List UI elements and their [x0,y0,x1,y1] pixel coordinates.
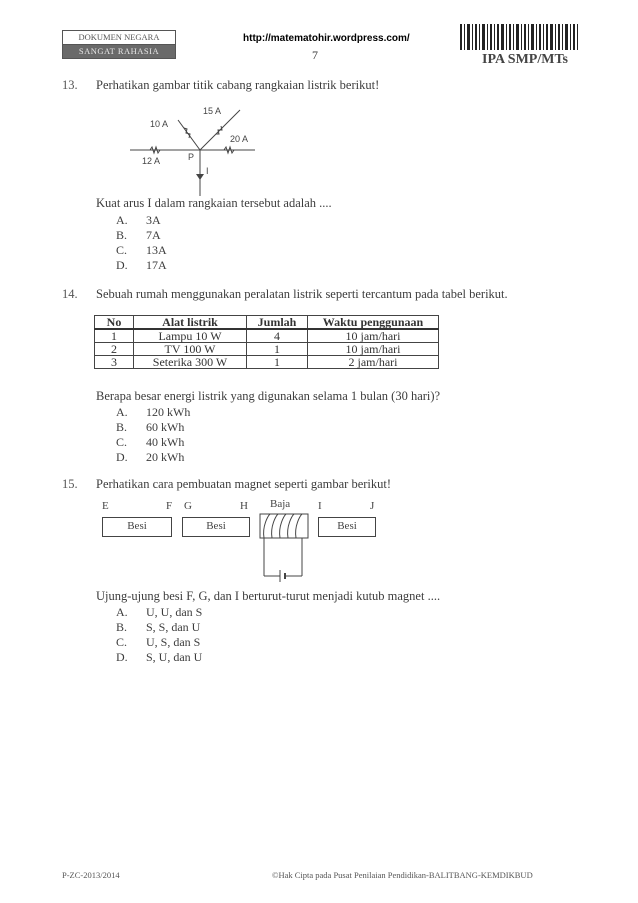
barcode-icon [460,24,578,50]
table-cell: Lampu 10 W [134,329,247,343]
q15-option-a[interactable]: A. U, U, dan S [116,605,203,619]
table-header-row [95,316,439,330]
appliance-table [94,315,439,369]
iron-bar-2: Besi [182,517,250,537]
table-row [95,343,439,356]
question-13-text: Perhatikan gambar titik cabang rangkaian listrik berikut! [96,78,380,92]
iron-bar-1: Besi [102,517,172,537]
source-url[interactable]: http://matematohir.wordpress.com/ [243,33,410,44]
table-header-no: No [95,316,134,330]
table-cell: 10 jam/hari [308,329,439,343]
table-cell: 1 [247,343,308,356]
label-10a: 10 A [150,119,169,129]
diagonal-wire-left [178,120,200,150]
table-cell: 3 [95,356,134,369]
footer-code: P-ZC-2013/2014 [62,870,120,880]
table-cell: 1 [95,329,134,343]
label-g: G [184,500,192,512]
label-e: E [102,500,109,512]
label-h: H [240,500,248,512]
q13-option-b[interactable]: B. 7A [116,228,161,242]
footer-copyright: ©Hak Cipta pada Pusat Penilaian Pendidikan-BALITBANG-KEMDIKBUD [272,870,533,880]
q14-option-c[interactable]: C. 40 kWh [116,435,185,449]
page-number: 7 [312,48,318,62]
label-i: I [318,500,322,512]
q14-option-d[interactable]: D. 20 kWh [116,450,185,464]
label-f: F [166,500,173,512]
secret-label: SANGAT RAHASIA [63,45,175,58]
table-row [95,329,439,343]
table-header-usage-time: Waktu penggunaan [308,316,439,330]
table-row [95,356,439,369]
q13-option-c[interactable]: C. 13A [116,243,167,257]
label-p: P [188,152,195,162]
q15-option-c[interactable]: C. U, S, dan S [116,635,201,649]
table-cell: TV 100 W [134,343,247,356]
question-15-number: 15. [62,477,78,491]
table-cell: 2 jam/hari [308,356,439,369]
table-header-quantity: Jumlah [247,316,308,330]
label-baja: Baja [270,498,291,510]
table-header-appliance: Alat listrik [134,316,247,330]
q15-option-d[interactable]: D. S, U, dan U [116,650,203,664]
q14-option-a[interactable]: A. 120 kWh [116,405,191,419]
document-classification-box [62,30,176,59]
q13-option-a[interactable]: A. 3A [116,213,161,227]
q13-option-d[interactable]: D. 17A [116,258,167,272]
table-cell: 1 [247,356,308,369]
question-13-prompt: Kuat arus I dalam rangkaian tersebut adalah .... [96,196,332,210]
table-cell: 2 [95,343,134,356]
table-cell: Seterika 300 W [134,356,247,369]
coil-windings [264,514,302,538]
arrow-down-icon [196,174,204,180]
steel-coil-battery-diagram [250,508,320,586]
question-13-number: 13. [62,78,78,92]
q14-option-b[interactable]: B. 60 kWh [116,420,185,434]
table-cell: 10 jam/hari [308,343,439,356]
label-12a: 12 A [142,156,161,166]
q15-option-b[interactable]: B. S, S, dan U [116,620,201,634]
question-15-text: Perhatikan cara pembuatan magnet seperti gambar berikut! [96,477,392,491]
label-i: I [206,166,209,176]
table-cell: 4 [247,329,308,343]
subject-title: IPA SMP/MTs [482,52,568,67]
question-14-text: Sebuah rumah menggunakan peralatan listrik seperti tercantum pada tabel berikut. [96,287,508,301]
label-15a: 15 A [203,106,222,116]
question-14-prompt: Berapa besar energi listrik yang digunakan selama 1 bulan (30 hari)? [96,389,441,403]
question-15-prompt: Ujung-ujung besi F, G, dan I berturut-turut menjadi kutub magnet .... [96,589,441,603]
doc-label: DOKUMEN NEGARA [63,31,175,45]
label-20a: 20 A [230,134,249,144]
iron-bar-3: Besi [318,517,376,537]
label-j: J [370,500,375,512]
junction-circuit-diagram [120,100,270,200]
question-14-number: 14. [62,287,78,301]
